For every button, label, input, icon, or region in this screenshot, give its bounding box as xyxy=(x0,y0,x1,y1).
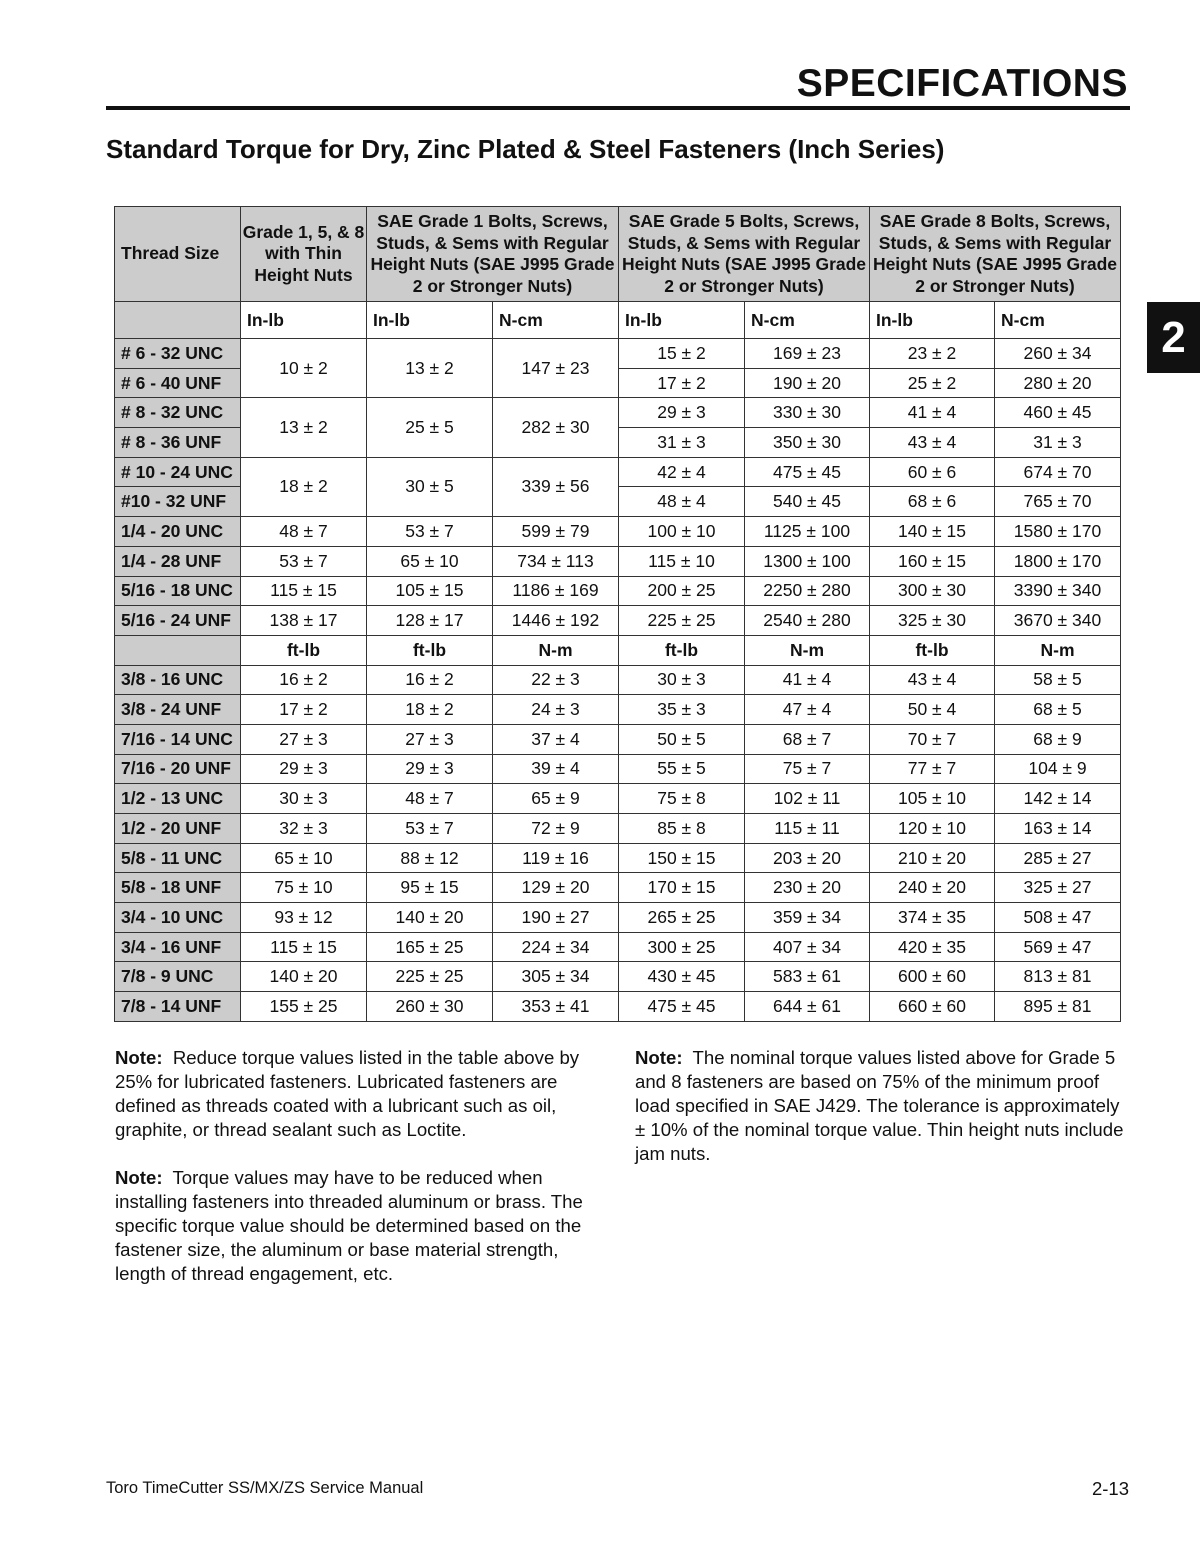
torque-value: 53 ± 7 xyxy=(241,546,367,576)
unit-label: N-m xyxy=(745,635,870,665)
torque-value: 115 ± 10 xyxy=(619,546,745,576)
thread-size-label: 3/4 - 10 UNC xyxy=(115,903,241,933)
torque-value: 265 ± 25 xyxy=(619,903,745,933)
note-text: Torque values may have to be reduced when installing fasteners into threaded aluminum or brass. The specific torque value should be determined based on the fastener size, the aluminum or base material strength, length of thread engagement, etc. xyxy=(115,1167,583,1284)
table-row xyxy=(115,962,1121,992)
torque-value: 129 ± 20 xyxy=(493,873,619,903)
note-nominal xyxy=(635,1046,1125,1166)
torque-value: 1800 ± 170 xyxy=(995,546,1121,576)
thread-size-label: 5/8 - 18 UNF xyxy=(115,873,241,903)
torque-value: 100 ± 10 xyxy=(619,517,745,547)
torque-value: 142 ± 14 xyxy=(995,784,1121,814)
thread-size-label: # 8 - 36 UNF xyxy=(115,428,241,458)
table-row xyxy=(115,724,1121,754)
torque-value: 475 ± 45 xyxy=(619,992,745,1022)
torque-value: 65 ± 9 xyxy=(493,784,619,814)
torque-value: 600 ± 60 xyxy=(870,962,995,992)
header-rule xyxy=(106,106,1130,110)
torque-value: 734 ± 113 xyxy=(493,546,619,576)
torque-value: 339 ± 56 xyxy=(493,457,619,516)
torque-value: 16 ± 2 xyxy=(241,665,367,695)
torque-value: 18 ± 2 xyxy=(367,695,493,725)
torque-value: 42 ± 4 xyxy=(619,457,745,487)
torque-value: 1446 ± 192 xyxy=(493,606,619,636)
torque-value: 1300 ± 100 xyxy=(745,546,870,576)
torque-value: 300 ± 25 xyxy=(619,932,745,962)
table-row xyxy=(115,665,1121,695)
header-thread-size: Thread Size xyxy=(115,207,241,302)
thread-size-label: # 10 - 24 UNC xyxy=(115,457,241,487)
torque-value: 43 ± 4 xyxy=(870,665,995,695)
torque-value: 420 ± 35 xyxy=(870,932,995,962)
torque-value: 104 ± 9 xyxy=(995,754,1121,784)
torque-value: 120 ± 10 xyxy=(870,814,995,844)
thread-size-label: 1/2 - 20 UNF xyxy=(115,814,241,844)
torque-value: 35 ± 3 xyxy=(619,695,745,725)
units-blank-cell xyxy=(115,635,241,665)
torque-value: 41 ± 4 xyxy=(745,665,870,695)
torque-value: 140 ± 20 xyxy=(367,903,493,933)
torque-value: 22 ± 3 xyxy=(493,665,619,695)
unit-label: N-m xyxy=(995,635,1121,665)
unit-label: N-cm xyxy=(745,302,870,339)
torque-value: 1580 ± 170 xyxy=(995,517,1121,547)
unit-label: In-lb xyxy=(241,302,367,339)
torque-value: 374 ± 35 xyxy=(870,903,995,933)
torque-value: 75 ± 7 xyxy=(745,754,870,784)
torque-value: 30 ± 5 xyxy=(367,457,493,516)
torque-value: 115 ± 15 xyxy=(241,932,367,962)
torque-value: 29 ± 3 xyxy=(619,398,745,428)
torque-value: 460 ± 45 xyxy=(995,398,1121,428)
torque-value: 150 ± 15 xyxy=(619,843,745,873)
torque-value: 68 ± 9 xyxy=(995,724,1121,754)
thread-size-label: 5/16 - 18 UNC xyxy=(115,576,241,606)
torque-value: 93 ± 12 xyxy=(241,903,367,933)
torque-value: 37 ± 4 xyxy=(493,724,619,754)
torque-value: 540 ± 45 xyxy=(745,487,870,517)
thread-size-label: 5/8 - 11 UNC xyxy=(115,843,241,873)
torque-value: 75 ± 8 xyxy=(619,784,745,814)
torque-value: 3670 ± 340 xyxy=(995,606,1121,636)
unit-label: ft-lb xyxy=(367,635,493,665)
thread-size-label: #10 - 32 UNF xyxy=(115,487,241,517)
torque-value: 285 ± 27 xyxy=(995,843,1121,873)
torque-value: 68 ± 6 xyxy=(870,487,995,517)
torque-value: 16 ± 2 xyxy=(367,665,493,695)
torque-value: 583 ± 61 xyxy=(745,962,870,992)
torque-value: 350 ± 30 xyxy=(745,428,870,458)
thread-size-label: 1/4 - 20 UNC xyxy=(115,517,241,547)
unit-label: ft-lb xyxy=(619,635,745,665)
torque-value: 115 ± 15 xyxy=(241,576,367,606)
torque-value: 75 ± 10 xyxy=(241,873,367,903)
table-row xyxy=(115,873,1121,903)
torque-value: 77 ± 7 xyxy=(870,754,995,784)
header-sae-grade-1: SAE Grade 1 Bolts, Screws, Studs, & Sems with Regular Height Nuts (SAE J995 Grade 2 or Stronger Nuts) xyxy=(367,207,619,302)
torque-value: 29 ± 3 xyxy=(367,754,493,784)
torque-value: 674 ± 70 xyxy=(995,457,1121,487)
torque-value: 163 ± 14 xyxy=(995,814,1121,844)
torque-value: 39 ± 4 xyxy=(493,754,619,784)
torque-value: 13 ± 2 xyxy=(241,398,367,457)
units-row xyxy=(115,635,1121,665)
units-blank-cell xyxy=(115,302,241,339)
torque-value: 599 ± 79 xyxy=(493,517,619,547)
footer-manual-title: Toro TimeCutter SS/MX/ZS Service Manual xyxy=(106,1479,424,1497)
torque-value: 325 ± 30 xyxy=(870,606,995,636)
torque-value: 475 ± 45 xyxy=(745,457,870,487)
torque-value: 330 ± 30 xyxy=(745,398,870,428)
torque-value: 128 ± 17 xyxy=(367,606,493,636)
torque-value: 225 ± 25 xyxy=(367,962,493,992)
torque-value: 17 ± 2 xyxy=(241,695,367,725)
torque-value: 359 ± 34 xyxy=(745,903,870,933)
note-lubricated xyxy=(115,1046,605,1142)
torque-value: 160 ± 15 xyxy=(870,546,995,576)
torque-table xyxy=(114,206,1121,1022)
table-row xyxy=(115,903,1121,933)
torque-value: 17 ± 2 xyxy=(619,368,745,398)
torque-value: 30 ± 3 xyxy=(619,665,745,695)
torque-value: 32 ± 3 xyxy=(241,814,367,844)
torque-value: 115 ± 11 xyxy=(745,814,870,844)
torque-value: 60 ± 6 xyxy=(870,457,995,487)
unit-label: In-lb xyxy=(367,302,493,339)
torque-value: 569 ± 47 xyxy=(995,932,1121,962)
torque-value: 48 ± 7 xyxy=(367,784,493,814)
torque-value: 140 ± 20 xyxy=(241,962,367,992)
torque-value: 660 ± 60 xyxy=(870,992,995,1022)
thread-size-label: 7/16 - 20 UNF xyxy=(115,754,241,784)
table-row xyxy=(115,843,1121,873)
page-heading: Standard Torque for Dry, Zinc Plated & Steel Fasteners (Inch Series) xyxy=(106,134,945,164)
torque-value: 13 ± 2 xyxy=(367,339,493,398)
torque-value: 2540 ± 280 xyxy=(745,606,870,636)
table-row xyxy=(115,457,1121,487)
torque-value: 225 ± 25 xyxy=(619,606,745,636)
torque-value: 58 ± 5 xyxy=(995,665,1121,695)
torque-value: 25 ± 2 xyxy=(870,368,995,398)
table-row xyxy=(115,754,1121,784)
torque-value: 224 ± 34 xyxy=(493,932,619,962)
torque-value: 138 ± 17 xyxy=(241,606,367,636)
torque-value: 72 ± 9 xyxy=(493,814,619,844)
torque-value: 47 ± 4 xyxy=(745,695,870,725)
table-row xyxy=(115,606,1121,636)
torque-value: 25 ± 5 xyxy=(367,398,493,457)
thread-size-label: 7/8 - 14 UNF xyxy=(115,992,241,1022)
torque-value: 190 ± 27 xyxy=(493,903,619,933)
torque-value: 280 ± 20 xyxy=(995,368,1121,398)
torque-value: 102 ± 11 xyxy=(745,784,870,814)
unit-label: N-cm xyxy=(995,302,1121,339)
table-row xyxy=(115,546,1121,576)
torque-value: 644 ± 61 xyxy=(745,992,870,1022)
torque-value: 165 ± 25 xyxy=(367,932,493,962)
unit-label: N-m xyxy=(493,635,619,665)
torque-value: 70 ± 7 xyxy=(870,724,995,754)
table-row xyxy=(115,992,1121,1022)
table-row xyxy=(115,398,1121,428)
header-thin-nuts: Grade 1, 5, & 8 with Thin Height Nuts xyxy=(241,207,367,302)
torque-value: 430 ± 45 xyxy=(619,962,745,992)
torque-value: 31 ± 3 xyxy=(619,428,745,458)
unit-label: In-lb xyxy=(870,302,995,339)
torque-value: 200 ± 25 xyxy=(619,576,745,606)
torque-value: 43 ± 4 xyxy=(870,428,995,458)
torque-value: 203 ± 20 xyxy=(745,843,870,873)
torque-value: 30 ± 3 xyxy=(241,784,367,814)
torque-value: 95 ± 15 xyxy=(367,873,493,903)
note-label: Note: xyxy=(635,1047,683,1068)
torque-value: 18 ± 2 xyxy=(241,457,367,516)
torque-value: 53 ± 7 xyxy=(367,814,493,844)
table-row xyxy=(115,339,1121,369)
note-aluminum xyxy=(115,1166,605,1286)
torque-value: 1125 ± 100 xyxy=(745,517,870,547)
torque-value: 813 ± 81 xyxy=(995,962,1121,992)
table-row xyxy=(115,932,1121,962)
units-row xyxy=(115,302,1121,339)
torque-value: 27 ± 3 xyxy=(241,724,367,754)
torque-value: 48 ± 7 xyxy=(241,517,367,547)
torque-value: 169 ± 23 xyxy=(745,339,870,369)
torque-value: 88 ± 12 xyxy=(367,843,493,873)
note-label: Note: xyxy=(115,1047,163,1068)
torque-value: 140 ± 15 xyxy=(870,517,995,547)
torque-value: 325 ± 27 xyxy=(995,873,1121,903)
torque-value: 55 ± 5 xyxy=(619,754,745,784)
unit-label: ft-lb xyxy=(241,635,367,665)
torque-value: 230 ± 20 xyxy=(745,873,870,903)
torque-value: 1186 ± 169 xyxy=(493,576,619,606)
torque-value: 260 ± 30 xyxy=(367,992,493,1022)
note-text: Reduce torque values listed in the table above by 25% for lubricated fasteners. Lubricated fasteners are defined as threads coated with a lubricant such as oil, graphite, or thread sealant such as Loctite. xyxy=(115,1047,580,1140)
torque-value: 300 ± 30 xyxy=(870,576,995,606)
unit-label: ft-lb xyxy=(870,635,995,665)
torque-value: 27 ± 3 xyxy=(367,724,493,754)
torque-value: 240 ± 20 xyxy=(870,873,995,903)
torque-value: 170 ± 15 xyxy=(619,873,745,903)
table-row xyxy=(115,576,1121,606)
torque-value: 895 ± 81 xyxy=(995,992,1121,1022)
thread-size-label: 3/4 - 16 UNF xyxy=(115,932,241,962)
torque-value: 53 ± 7 xyxy=(367,517,493,547)
torque-value: 105 ± 10 xyxy=(870,784,995,814)
page-header-title: SPECIFICATIONS xyxy=(796,62,1128,105)
torque-value: 50 ± 5 xyxy=(619,724,745,754)
thread-size-label: # 6 - 32 UNC xyxy=(115,339,241,369)
torque-value: 190 ± 20 xyxy=(745,368,870,398)
torque-value: 765 ± 70 xyxy=(995,487,1121,517)
thread-size-label: # 8 - 32 UNC xyxy=(115,398,241,428)
thread-size-label: 3/8 - 24 UNF xyxy=(115,695,241,725)
torque-value: 23 ± 2 xyxy=(870,339,995,369)
header-sae-grade-8: SAE Grade 8 Bolts, Screws, Studs, & Sems with Regular Height Nuts (SAE J995 Grade 2 or Stronger Nuts) xyxy=(870,207,1121,302)
table-row xyxy=(115,814,1121,844)
torque-value: 68 ± 5 xyxy=(995,695,1121,725)
table-row xyxy=(115,695,1121,725)
thread-size-label: 7/8 - 9 UNC xyxy=(115,962,241,992)
torque-value: 3390 ± 340 xyxy=(995,576,1121,606)
thread-size-label: 5/16 - 24 UNF xyxy=(115,606,241,636)
torque-value: 105 ± 15 xyxy=(367,576,493,606)
torque-value: 260 ± 34 xyxy=(995,339,1121,369)
torque-value: 31 ± 3 xyxy=(995,428,1121,458)
unit-label: N-cm xyxy=(493,302,619,339)
chapter-tab: 2 xyxy=(1147,302,1200,373)
thread-size-label: 1/2 - 13 UNC xyxy=(115,784,241,814)
table-row xyxy=(115,784,1121,814)
torque-value: 41 ± 4 xyxy=(870,398,995,428)
torque-value: 50 ± 4 xyxy=(870,695,995,725)
torque-value: 15 ± 2 xyxy=(619,339,745,369)
thread-size-label: 3/8 - 16 UNC xyxy=(115,665,241,695)
torque-value: 210 ± 20 xyxy=(870,843,995,873)
header-sae-grade-5: SAE Grade 5 Bolts, Screws, Studs, & Sems with Regular Height Nuts (SAE J995 Grade 2 or Stronger Nuts) xyxy=(619,207,870,302)
torque-value: 282 ± 30 xyxy=(493,398,619,457)
torque-value: 508 ± 47 xyxy=(995,903,1121,933)
footer-page-number: 2-13 xyxy=(1091,1478,1129,1499)
torque-value: 48 ± 4 xyxy=(619,487,745,517)
torque-value: 68 ± 7 xyxy=(745,724,870,754)
torque-value: 65 ± 10 xyxy=(241,843,367,873)
torque-value: 29 ± 3 xyxy=(241,754,367,784)
torque-value: 10 ± 2 xyxy=(241,339,367,398)
torque-value: 85 ± 8 xyxy=(619,814,745,844)
table-row xyxy=(115,517,1121,547)
torque-value: 65 ± 10 xyxy=(367,546,493,576)
torque-value: 353 ± 41 xyxy=(493,992,619,1022)
torque-value: 305 ± 34 xyxy=(493,962,619,992)
unit-label: In-lb xyxy=(619,302,745,339)
table-header-row xyxy=(115,207,1121,302)
torque-value: 155 ± 25 xyxy=(241,992,367,1022)
torque-value: 119 ± 16 xyxy=(493,843,619,873)
torque-value: 2250 ± 280 xyxy=(745,576,870,606)
torque-value: 147 ± 23 xyxy=(493,339,619,398)
thread-size-label: # 6 - 40 UNF xyxy=(115,368,241,398)
thread-size-label: 1/4 - 28 UNF xyxy=(115,546,241,576)
note-label: Note: xyxy=(115,1167,163,1188)
torque-value: 24 ± 3 xyxy=(493,695,619,725)
note-text: The nominal torque values listed above for Grade 5 and 8 fasteners are based on 75% of the minimum proof load specified in SAE J429. The tolerance is approximately ± 10% of the nominal torque value. Thin height nuts include jam nuts. xyxy=(635,1047,1124,1164)
torque-value: 407 ± 34 xyxy=(745,932,870,962)
thread-size-label: 7/16 - 14 UNC xyxy=(115,724,241,754)
